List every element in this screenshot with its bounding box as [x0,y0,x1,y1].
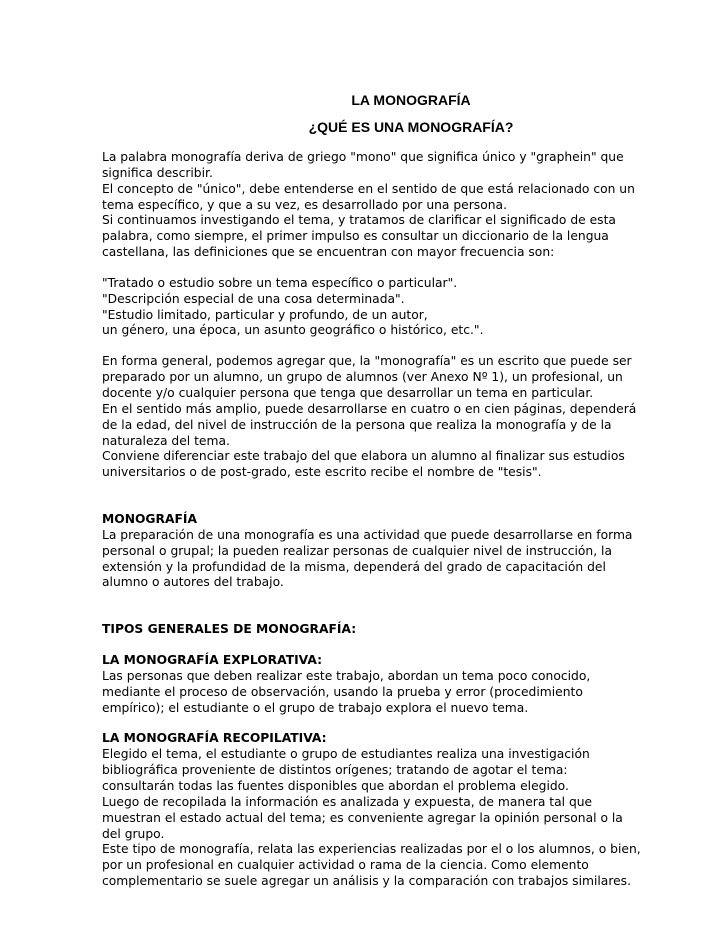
recopilativa-section [102,731,642,889]
intro-paragraph: La palabra monografía deriva de griego "mono" que significa único y "graphein" que significa describir. [102,150,624,180]
section-paragraph: La preparación de una monografía es una actividad que puede desarrollarse en forma personal o grupal; la pueden realizar personas de cualquier nivel de instrucción, la extensión y la profundidad de la misma, dependerá del grado de capacitación del alumno o autores del trabajo. [102,527,633,590]
intro-paragraph: Si continuamos investigando el tema, y tratamos de clarificar el significado de esta palabra, como siempre, el primer impulso es consultar un diccionario de la lengua castellana, las definiciones que se encuentran con mayor frecuencia son: [102,213,616,260]
section-heading: LA MONOGRAFÍA RECOPILATIVA: [102,731,327,746]
document-subtitle: ¿QUÉ ES UNA MONOGRAFÍA? [308,119,514,135]
section-paragraph: Elegido el tema, el estudiante o grupo de estudiantes realiza una investigación bibliográfica proveniente de distintos orígenes; tratando de agotar el tema: consultarán todas las fuentes disponibles que abordan el problema elegido. [102,747,590,793]
definition-line: un género, una época, un asunto geográfico o histórico, etc.". [102,323,484,338]
definition-line: "Tratado o estudio sobre un tema específico o particular". [102,275,458,290]
definitions-section [102,276,642,339]
section-paragraph: Las personas que deben realizar este trabajo, abordan un tema poco conocido, mediante el proceso de observación, usando la prueba y error (procedimiento empírico); el estudiante o el grupo de trabajo explora el nuevo tema. [102,668,591,715]
general-paragraph: En el sentido más amplio, puede desarrollarse en cuatro o en cien páginas, dependerá de la edad, del nivel de instrucción de la persona que realiza la monografía y de la naturaleza del tema. [102,401,637,448]
monografia-section [102,512,642,591]
intro-paragraph: El concepto de "único", debe entenderse en el sentido de que está relacionado con un tema específico, y que a su vez, es desarrollado por una persona. [102,181,635,212]
general-paragraph: En forma general, podemos agregar que, la "monografía" es un escrito que puede ser preparado por un alumno, un grupo de alumnos (ver Anexo Nº 1), un profesional, un docente y/o cualquier persona que tenga que desarrollar un tema en particular. [102,354,632,400]
section-paragraph: Luego de recopilada la información es analizada y expuesta, de manera tal que muestran el estado actual del tema; es conveniente agregar la opinión personal o la del grupo. [102,794,623,841]
explorativa-section [102,653,642,716]
document-body [102,92,642,890]
general-section [102,354,642,481]
tipos-section [102,622,642,638]
general-paragraph: Conviene diferenciar este trabajo del que elabora un alumno al finalizar sus estudios universitarios o de post-grado, este escrito recibe el nombre de "tesis". [102,449,625,480]
section-paragraph: Este tipo de monografía, relata las experiencias realizadas por el o los alumnos, o bien, por un profesional en cualquier actividad o rama de la ciencia. Como elemento complementario se suele agregar un análisis y la comparación con trabajos similares. [102,842,641,889]
intro-section [102,150,642,261]
section-heading: LA MONOGRAFÍA EXPLORATIVA: [102,653,323,668]
definition-line: "Descripción especial de una cosa determinada". [102,291,405,306]
section-heading: MONOGRAFÍA [102,512,198,527]
definition-line: "Estudio limitado, particular y profundo, de un autor, [102,307,428,322]
document-title: LA MONOGRAFÍA [351,92,471,108]
section-heading: TIPOS GENERALES DE MONOGRAFÍA: [102,622,357,637]
